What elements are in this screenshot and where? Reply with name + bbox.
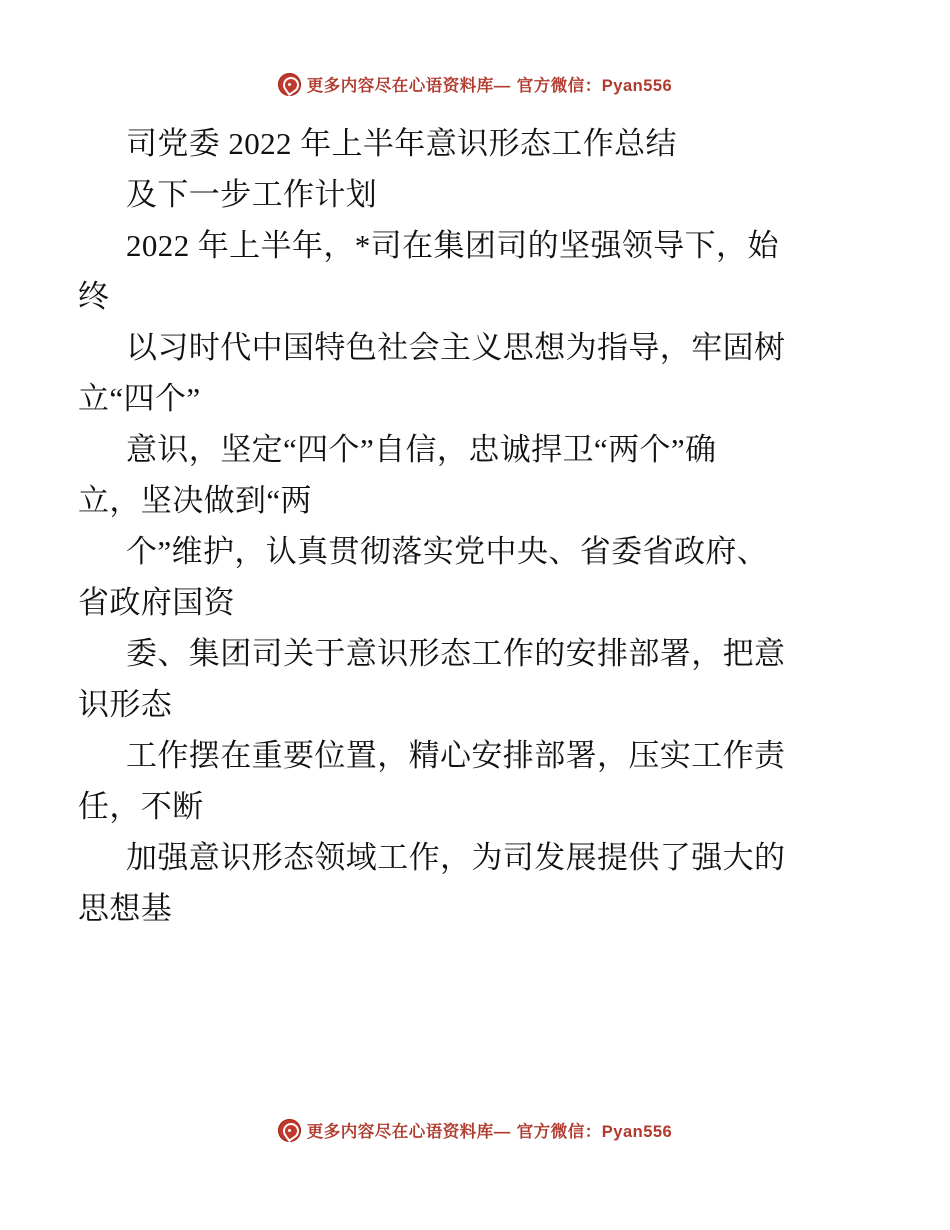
document-line: 司党委 2022 年上半年意识形态工作总结 xyxy=(126,126,677,161)
document-line: 识形态 xyxy=(78,687,173,722)
document-line: 思想基 xyxy=(78,891,173,926)
bird-circle-logo-icon xyxy=(278,1119,301,1142)
document-line: 加强意识形态领域工作，为司发展提供了强大的 xyxy=(126,840,786,875)
document-line: 2022 年上半年，*司在集团司的坚强领导下，始 xyxy=(126,228,779,263)
document-line: 意识，坚定“四个”自信，忠诚捍卫“两个”确 xyxy=(126,432,717,467)
document-line: 以习时代中国特色社会主义思想为指导，牢固树 xyxy=(126,330,786,365)
document-line: 立，坚决做到“两 xyxy=(78,483,312,518)
document-line: 及下一步工作计划 xyxy=(126,177,378,212)
document-text-block xyxy=(78,118,878,934)
watermark-bottom xyxy=(0,1118,950,1142)
watermark-text: 更多内容尽在心语资料库— xyxy=(306,1123,511,1141)
watermark-text: 更多内容尽在心语资料库— xyxy=(306,77,511,95)
watermark-top xyxy=(0,72,950,96)
document-line: 省政府国资 xyxy=(78,585,235,620)
watermark-handle: 官方微信：Pyan556 xyxy=(516,77,673,95)
document-line: 任，不断 xyxy=(78,789,204,824)
document-line: 工作摆在重要位置，精心安排部署，压实工作责 xyxy=(126,738,786,773)
bird-circle-logo-icon xyxy=(278,73,301,96)
document-line: 立“四个” xyxy=(78,381,201,416)
watermark-handle: 官方微信：Pyan556 xyxy=(516,1123,673,1141)
document-line: 个”维护，认真贯彻落实党中央、省委省政府、 xyxy=(126,534,769,569)
document-line: 终 xyxy=(78,279,110,314)
document-line: 委、集团司关于意识形态工作的安排部署，把意 xyxy=(126,636,786,671)
